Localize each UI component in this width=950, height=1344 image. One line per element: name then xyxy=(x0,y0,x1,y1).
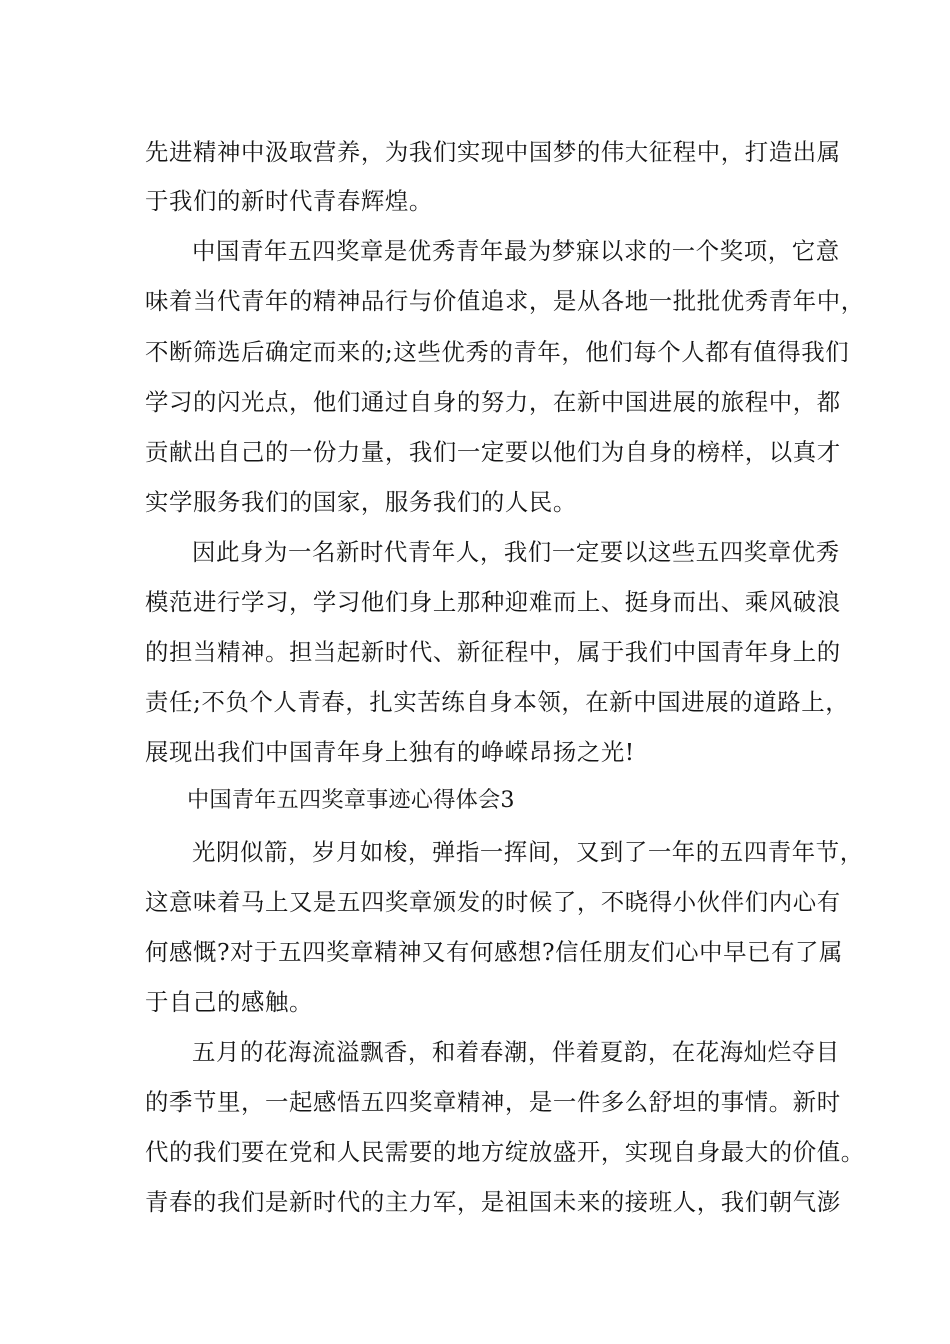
paragraph-first-line: 因此身为一名新时代青年人，我们一定要以这些五四奖章优秀 xyxy=(192,538,840,566)
paragraph-first-line: 光阴似箭，岁月如梭，弹指一挥间，又到了一年的五四青年节， xyxy=(192,838,864,866)
text-line: 展现出我们中国青年身上独有的峥嵘昂扬之光! xyxy=(145,738,635,766)
text-line: 学习的闪光点，他们通过自身的努力，在新中国进展的旅程中，都 xyxy=(145,388,841,416)
text-line: 于我们的新时代青春辉煌。 xyxy=(145,187,433,215)
paragraph-first-line: 五月的花海流溢飘香，和着春潮，伴着夏韵，在花海灿烂夺目 xyxy=(192,1038,840,1066)
text-line: 味着当代青年的精神品行与价值追求，是从各地一批批优秀青年中， xyxy=(145,287,865,315)
text-line: 的担当精神。担当起新时代、新征程中，属于我们中国青年身上的 xyxy=(145,638,841,666)
text-line: 的季节里，一起感悟五四奖章精神，是一件多么舒坦的事情。新时 xyxy=(145,1088,841,1116)
text-line: 这意味着马上又是五四奖章颁发的时候了，不晓得小伙伴们内心有 xyxy=(145,888,841,916)
section-heading: 中国青年五四奖章事迹心得体会3 xyxy=(187,787,515,813)
text-line: 先进精神中汲取营养，为我们实现中国梦的伟大征程中，打造出属 xyxy=(145,138,841,166)
text-line: 代的我们要在党和人民需要的地方绽放盛开，实现自身最大的价值。 xyxy=(145,1138,865,1166)
text-line: 贡献出自己的一份力量，我们一定要以他们为自身的榜样，以真才 xyxy=(145,438,841,466)
text-line: 不断筛选后确定而来的;这些优秀的青年，他们每个人都有值得我们 xyxy=(145,338,850,366)
text-line: 模范进行学习，学习他们身上那种迎难而上、挺身而出、乘风破浪 xyxy=(145,588,841,616)
text-line: 何感慨?对于五四奖章精神又有何感想?信任朋友们心中早已有了属 xyxy=(145,938,844,966)
text-line: 于自己的感触。 xyxy=(145,988,313,1016)
text-line: 青春的我们是新时代的主力军，是祖国未来的接班人，我们朝气澎 xyxy=(145,1188,841,1216)
text-line: 责任;不负个人青春，扎实苦练自身本领，在新中国进展的道路上， xyxy=(145,688,850,716)
text-line: 实学服务我们的国家，服务我们的人民。 xyxy=(145,488,577,516)
paragraph-first-line: 中国青年五四奖章是优秀青年最为梦寐以求的一个奖项，它意 xyxy=(192,237,840,265)
